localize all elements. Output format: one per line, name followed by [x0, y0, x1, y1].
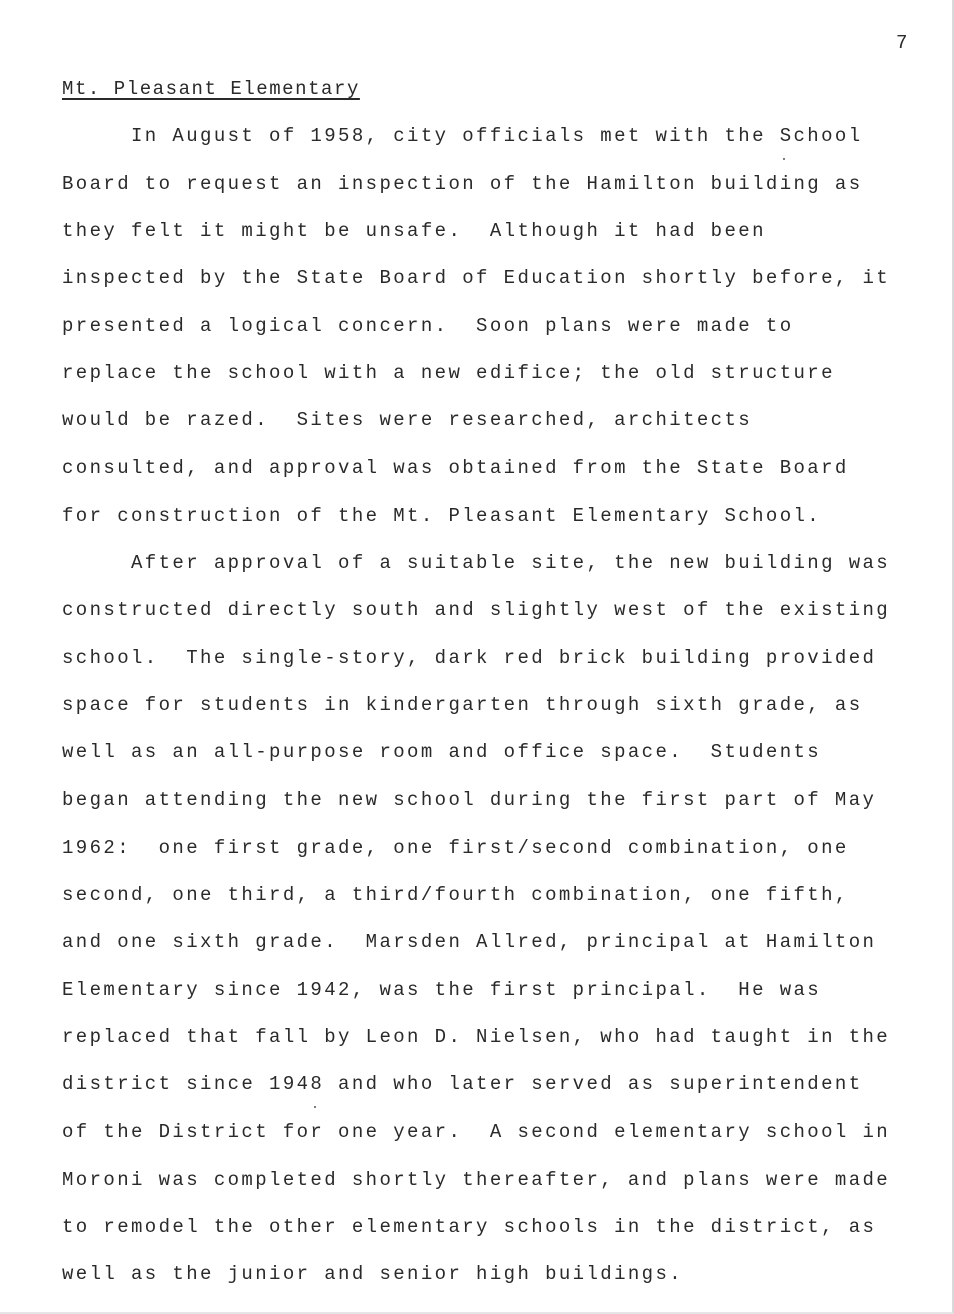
text-line: they felt it might be unsafe. Although it had been — [62, 220, 766, 242]
text-line: to remodel the other elementary schools in the district, as — [62, 1216, 877, 1238]
text-line: district since 1948 and who later served as superintendent — [62, 1073, 863, 1095]
text-line: After approval of a suitable site, the new building was — [62, 552, 891, 574]
text-line: replace the school with a new edifice; the old structure — [62, 362, 835, 384]
text-line: of the District for one year. A second elementary school in — [62, 1121, 891, 1143]
text-line: and one sixth grade. Marsden Allred, principal at Hamilton — [62, 931, 877, 953]
scan-speck — [314, 1106, 316, 1108]
text-line: consulted, and approval was obtained from the State Board — [62, 457, 849, 479]
text-line: In August of 1958, city officials met with the School — [62, 125, 863, 147]
text-line: well as an all-purpose room and office space. Students — [62, 741, 822, 763]
page-number: 7 — [896, 32, 909, 54]
text-line: Board to request an inspection of the Hamilton building as — [62, 173, 863, 195]
scan-speck — [783, 158, 785, 160]
text-line: began attending the new school during the first part of May — [62, 789, 877, 811]
text-line: constructed directly south and slightly west of the existing — [62, 599, 891, 621]
text-line: school. The single-story, dark red brick building provided — [62, 647, 877, 669]
text-line: replaced that fall by Leon D. Nielsen, who had taught in the — [62, 1026, 891, 1048]
text-line: Elementary since 1942, was the first principal. He was — [62, 979, 822, 1001]
text-line: for construction of the Mt. Pleasant Elementary School. — [62, 505, 822, 527]
text-line: would be razed. Sites were researched, architects — [62, 409, 753, 431]
section-heading: Mt. Pleasant Elementary — [62, 78, 360, 100]
text-line: 1962: one first grade, one first/second combination, one — [62, 837, 849, 859]
text-line: inspected by the State Board of Education shortly before, it — [62, 267, 891, 289]
text-line: second, one third, a third/fourth combination, one fifth, — [62, 884, 849, 906]
text-line: Moroni was completed shortly thereafter, and plans were made — [62, 1169, 891, 1191]
text-line: presented a logical concern. Soon plans were made to — [62, 315, 794, 337]
text-line: well as the junior and senior high buildings. — [62, 1263, 684, 1285]
text-line: space for students in kindergarten through sixth grade, as — [62, 694, 863, 716]
